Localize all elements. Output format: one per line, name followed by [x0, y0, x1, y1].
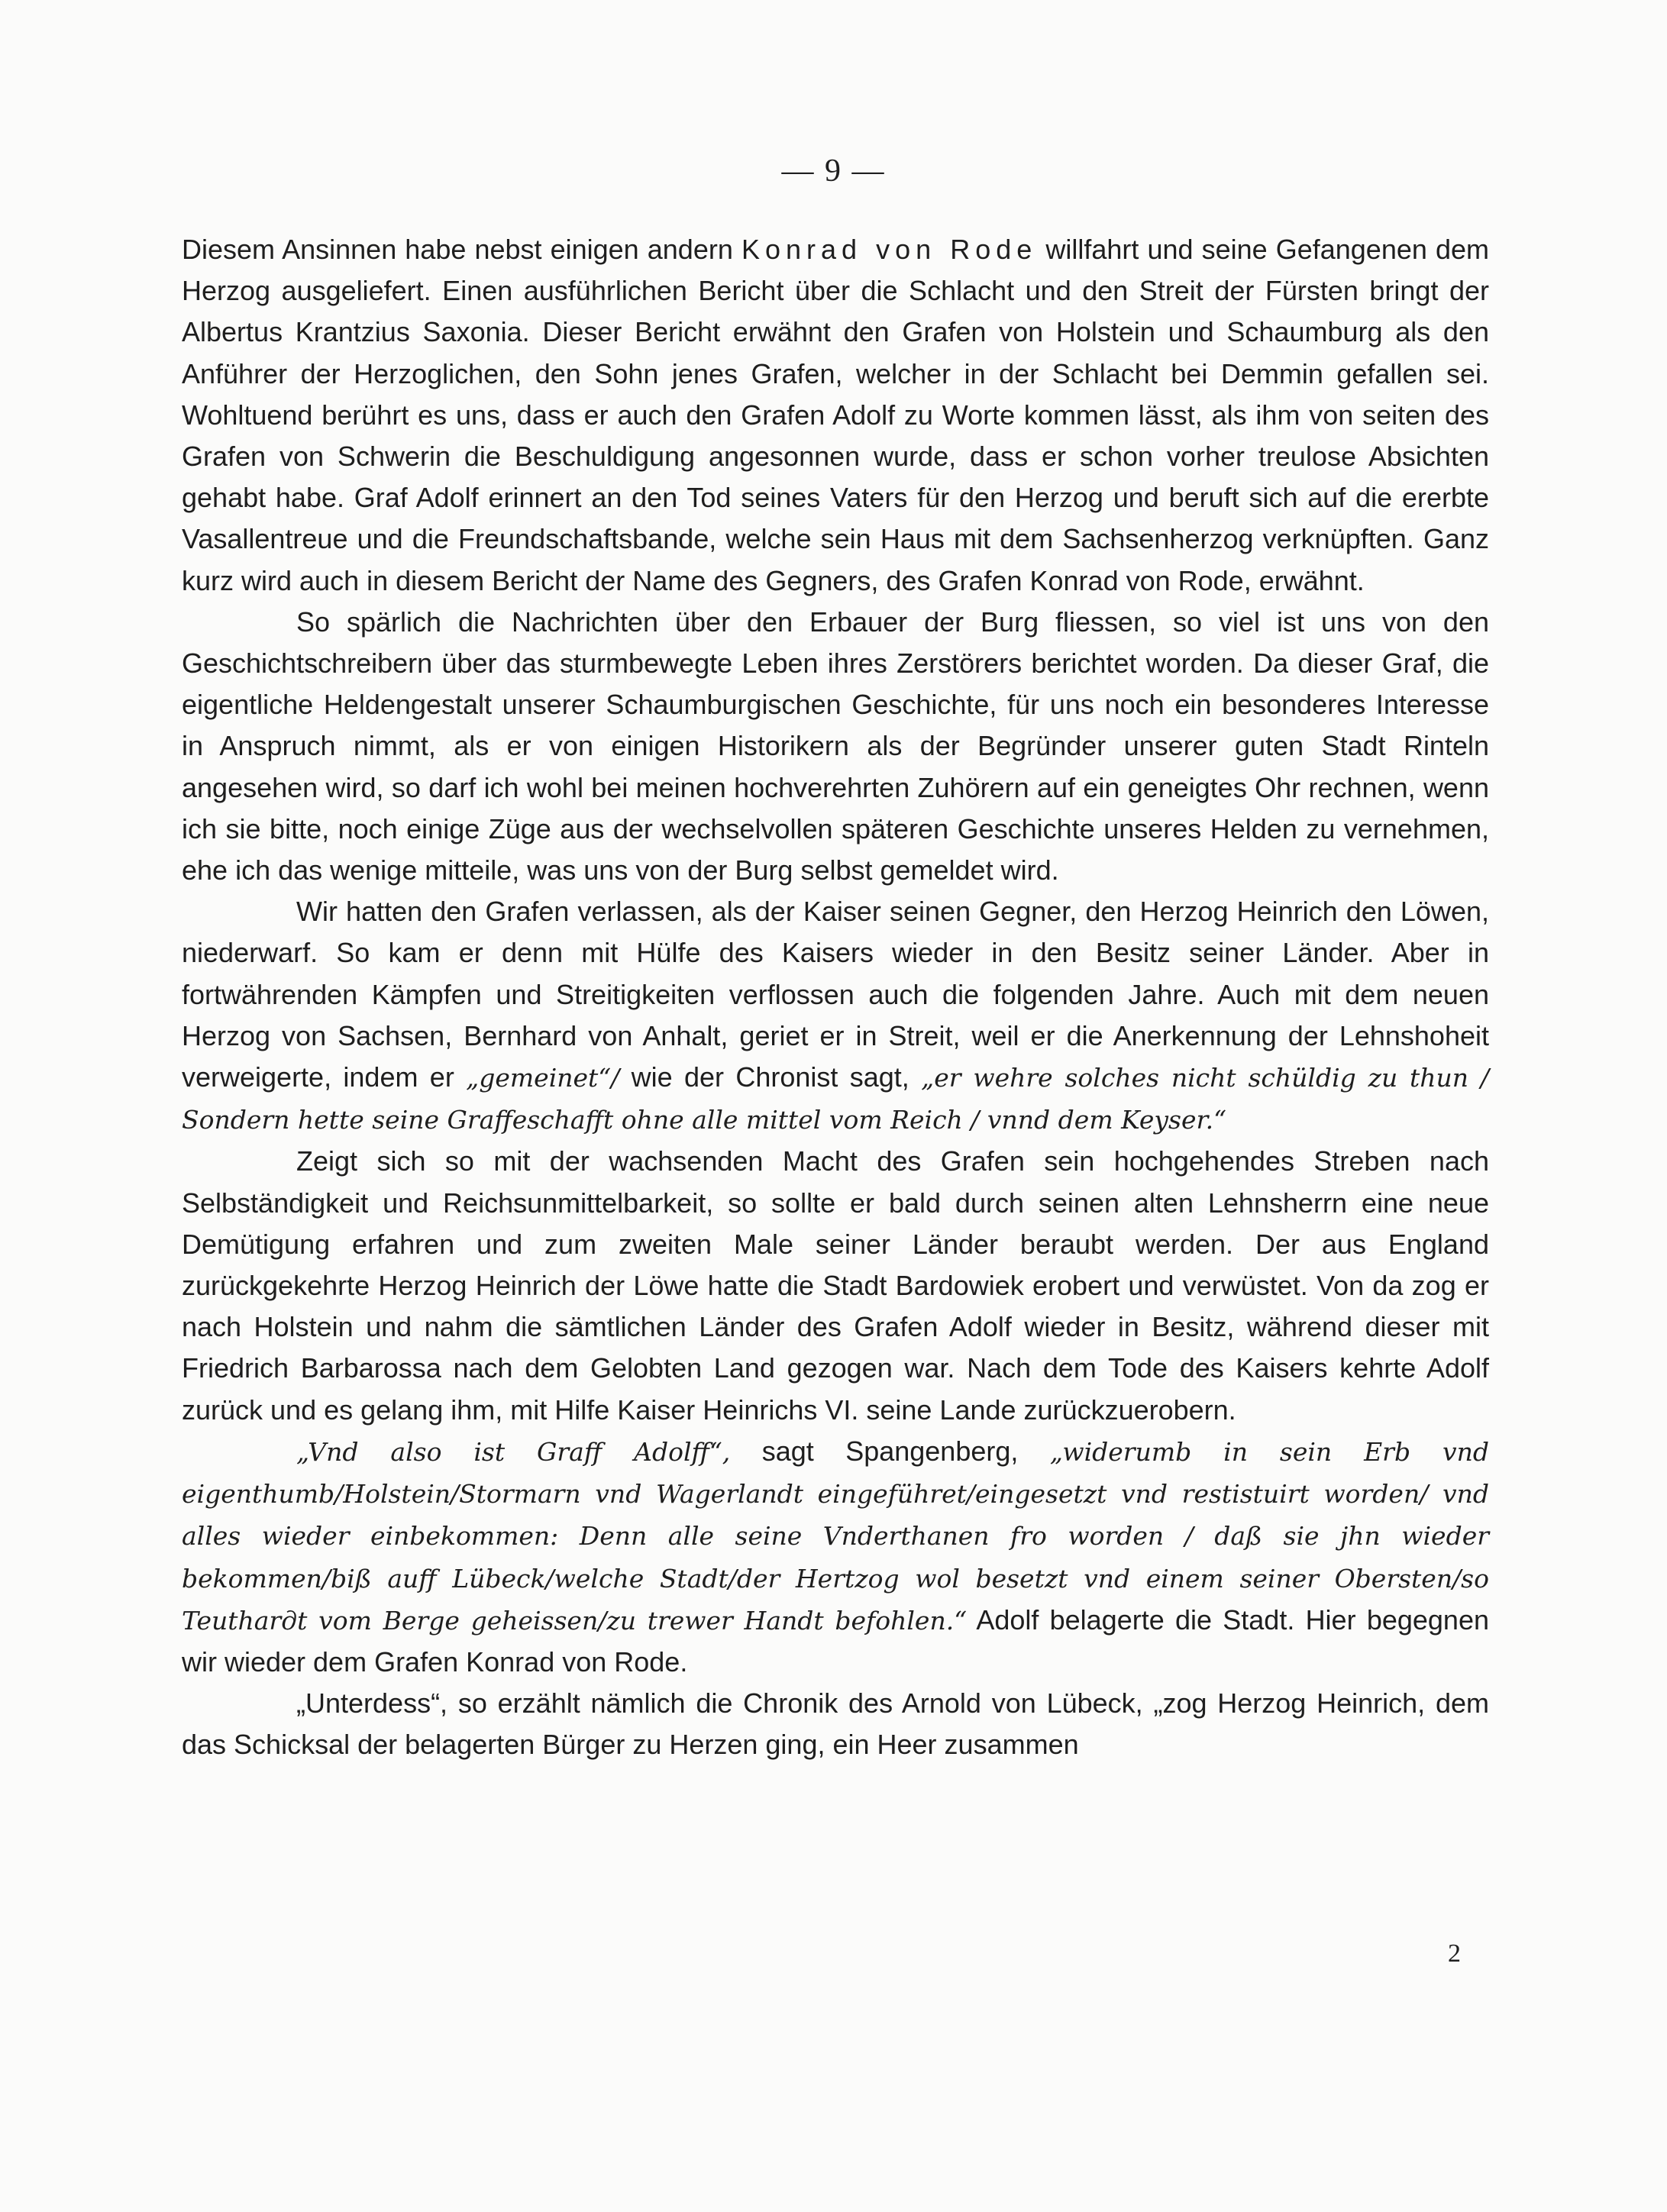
fraktur-quote: „Vnd also ist Graff Adolff“, [296, 1436, 731, 1467]
text-segment: sagt Spangenberg, [730, 1435, 1050, 1467]
page-number: — 9 — [781, 153, 886, 189]
text-segment: willfahrt und seine Gefangenen dem Herzog ausgeliefert. Einen ausführlichen Bericht über die Schlacht und den Streit der Fürsten bringt der Albertus Krantzius Saxonia. Dieser Bericht erwähnt den Grafen von Holstein und Schaumburg als den Anführer der Herzoglichen, den Sohn jenes Grafen, welcher in der Schlacht bei Demmin gefallen sei. Wohltuend berührt es uns, dass er auch den Grafen Adolf zu Worte kommen lässt, als ihm von seiten des Grafen von Schwerin die Beschuldigung angesonnen wurde, dass er schon vorher treulose Absichten gehabt habe. Graf Adolf erinnert an den Tod seines Vaters für den Herzog und beruft sich auf die ererbte Vasallentreue und die Freundschaftsbande, welche sein Haus mit dem Sachsenherzog verknüpften. Ganz kurz wird auch in diesem Bericht der Name des Gegners, des Grafen Konrad von Rode, erwähnt. [182, 234, 1489, 596]
fraktur-quote: „widerumb in sein Erb vnd eigenthumb/Holstein/Stormarn vnd Wagerlandt eingeführet/eingesetzt vnd restistuirt worden/ vnd alles wieder einbekommen: Denn alle seine Vnderthanen fro worden / daß sie jhn wieder bekommen/biß auff Lübeck/welche Stadt/der Hertzog wol besetzt vnd einem seiner Obersten/so Teutharдt vom Berge geheissen/zu trewer Handt befohlen.“ [182, 1436, 1490, 1636]
fraktur-quote: „gemeinet“/ [466, 1063, 620, 1093]
text-segment: Diesem Ansinnen habe nebst einigen andern [182, 234, 741, 265]
text-segment: Adolf belagerte die Stadt. Hier begegnen wir wieder dem Grafen Konrad von Rode. [182, 1603, 1489, 1678]
text-segment: Zeigt sich so mit der wachsenden Macht des Grafen sein hochgehendes Streben nach Selbständigkeit und Reichsunmittelbarkeit, so sollte er bald durch seinen alten Lehnsherrn eine neue Demütigung erfahren und zum zweiten Male seiner Länder beraubt werden. Der aus England zurückgekehrte Herzog Heinrich der Löwe hatte die Stadt Bardowiek erobert und verwüstet. Von da zog er nach Holstein und nahm die sämtlichen Länder des Grafen Adolf wieder in Besitz, während dieser mit Friedrich Barbarossa nach dem Gelobten Land gezogen war. Nach dem Tode des Kaisers kehrte Adolf zurück und es gelang ihm, mit Hilfe Kaiser Heinrichs VI. seine Lande zurückzuerobern. [182, 1145, 1489, 1426]
paragraph [182, 1431, 1489, 1683]
paragraph [182, 1141, 1489, 1430]
text-segment: wie der Chronist sagt, [619, 1061, 922, 1093]
paragraph [182, 602, 1489, 891]
text-segment: So spärlich die Nachrichten über den Erbauer der Burg fliessen, so viel ist uns von den Geschichtschreibern über das sturmbewegte Leben ihres Zerstörers berichtet worden. Da dieser Graf, die eigentliche Heldengestalt unserer Schaumburgischen Geschichte, für uns noch ein besonderes Interesse in Anspruch nimmt, als er von einigen Historikern als der Begründer unserer guten Stadt Rinteln angesehen wird, so darf ich wohl bei meinen hochverehrten Zuhörern auf ein geneigtes Ohr rechnen, wenn ich sie bitte, noch einige Züge aus der wechselvollen späteren Geschichte unseres Helden zu vernehmen, ehe ich das wenige mitteile, was uns von der Burg selbst gemeldet wird. [182, 605, 1489, 886]
spaced-name: Konrad von Rode [741, 234, 1038, 265]
text-segment: „Unterdess“, so erzählt nämlich die Chronik des Arnold von Lübeck, „zog Herzog Heinrich, dem das Schicksal der belagerten Bürger zu Herzen ging, ein Heer zusammen [182, 1687, 1489, 1761]
paragraph [182, 891, 1489, 1141]
fraktur-quote: „er wehre solches nicht schüldig zu thun / Sondern hette seine Graffeschafft ohne alle mittel vom Reich / vnnd dem Keyser.“ [182, 1063, 1489, 1135]
signature-mark: 2 [1448, 1939, 1461, 1968]
paragraph [182, 1683, 1489, 1765]
text-segment: Wir hatten den Grafen verlassen, als der Kaiser seinen Gegner, den Herzog Heinrich den Löwen, niederwarf. So kam er denn mit Hülfe des Kaisers wieder in den Besitz seiner Länder. Aber in fortwährenden Kämpfen und Streitigkeiten verflossen auch die folgenden Jahre. Auch mit dem neuen Herzog von Sachsen, Bernhard von Anhalt, geriet er in Streit, weil er die Anerkennung der Lehnshoheit verweigerte, indem er [182, 896, 1489, 1093]
paragraph [182, 229, 1489, 602]
body-text [182, 229, 1489, 1766]
